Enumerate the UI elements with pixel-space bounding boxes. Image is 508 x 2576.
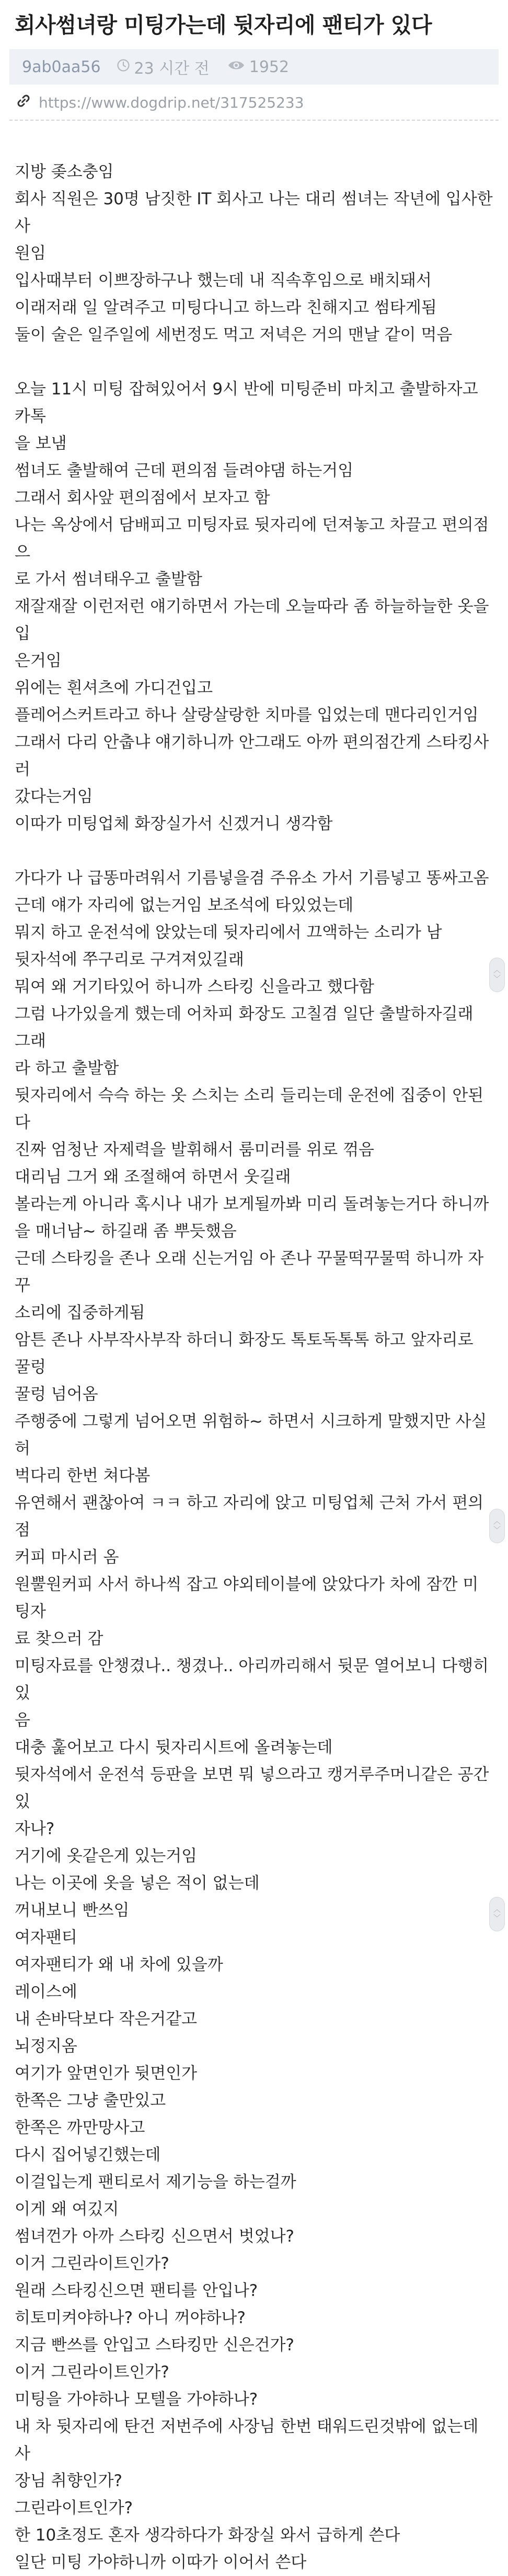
body-line: 다시 집어넣긴했는데 <box>15 2146 161 2164</box>
body-line: 여자팬티 <box>15 1928 77 1947</box>
post-body <box>0 121 508 2576</box>
post-views-count: 1952 <box>249 57 290 76</box>
body-line: 뒷자리에서 슥슥 하는 옷 스치는 소리 들리는데 운전에 집중이 안된다 <box>15 1086 484 1132</box>
body-line: 내 손바닥보다 작은거같고 <box>15 2010 198 2029</box>
body-line: 뒷자석에서 운전석 등판을 보면 뭐 넣으라고 캥거루주머니같은 공간 있 <box>15 1765 494 1811</box>
body-line: 라 하고 출발함 <box>15 1059 119 1078</box>
body-line: 근데 얘가 자리에 없는거임 보조석에 타있었는데 <box>15 896 354 915</box>
paragraph-gap <box>15 837 493 865</box>
body-line: 썸녀껀가 아까 스타킹 신으면서 벗었나? <box>15 2227 295 2246</box>
body-line: 위에는 흰셔츠에 가디건입고 <box>15 679 213 697</box>
body-line: 자나? <box>15 1820 55 1838</box>
body-line: 뭐여 왜 거기타있어 하니까 스타킹 신을라고 했다함 <box>15 977 374 996</box>
body-line: 벅다리 한번 쳐다봄 <box>15 1466 151 1485</box>
body-line: 입사때부터 이쁘장하구나 했는데 내 직속후임으로 배치돼서 <box>15 271 432 290</box>
body-line: 대리님 그거 왜 조절해여 하면서 웃길래 <box>15 1168 291 1186</box>
eye-icon <box>227 58 245 76</box>
body-line: 로 가서 썸녀태우고 출발함 <box>15 570 202 589</box>
body-line: 갔다는거임 <box>15 787 93 806</box>
body-line: 한쪽은 그냥 출만있고 <box>15 2091 166 2110</box>
body-line: 료 찾으러 감 <box>15 1629 103 1648</box>
post-meta-bar <box>9 49 499 85</box>
body-line: 거기에 옷같은게 있는거임 <box>15 1847 198 1866</box>
body-line: 볼라는게 아니라 혹시나 내가 보게될까봐 미리 돌려놓는거다 하니까 <box>15 1195 489 1214</box>
body-line: 음 <box>15 1711 30 1730</box>
body-line: 지방 좆소충임 <box>15 162 114 181</box>
body-line: 히토미켜야하나? 아니 꺼야하나? <box>15 2309 246 2327</box>
body-line: 둘이 술은 일주일에 세번정도 먹고 저녁은 거의 맨날 같이 먹음 <box>15 325 453 344</box>
body-line: 회사 직원은 30명 남짓한 IT 회사고 나는 대리 썸녀는 작년에 입사한 사 <box>15 190 498 236</box>
body-line: 유연해서 괜찮아여 ㅋㅋ 하고 자리에 앉고 미팅업체 근처 가서 편의점 <box>15 1494 484 1540</box>
post-title: 회사썸녀랑 미팅가는데 뒷자리에 팬티가 있다 <box>15 13 432 38</box>
body-line: 그래서 회사앞 편의점에서 보자고 함 <box>15 488 270 507</box>
body-line: 그럼 나가있을게 했는데 어차피 화장도 고칠겸 일단 출발하자길래 그래 <box>15 1005 479 1051</box>
body-line: 이따가 미팅업체 화장실가서 신겠거니 생각함 <box>15 814 333 833</box>
body-line: 원뿔원커피 사서 하나씩 잡고 야외테이블에 앉았다가 차에 잠깐 미팅자 <box>15 1575 479 1621</box>
body-line: 내 차 뒷자리에 탄건 저번주에 사장님 한번 태워드린것밖에 없는데 사 <box>15 2417 484 2463</box>
post-time <box>117 55 210 78</box>
post-time-text: 23 시간 전 <box>134 60 210 78</box>
body-line: 원래 스타킹신으면 팬티를 안입나? <box>15 2281 258 2300</box>
body-line: 나는 옥상에서 담배피고 미팅자료 뒷자리에 던져놓고 차끌고 편의점으 <box>15 516 489 562</box>
scroll-handle-icon[interactable]: ︿ ﹀ <box>489 1897 505 1931</box>
body-line: 재잘재잘 이런저런 얘기하면서 가는데 오늘따라 좀 하늘하늘한 옷을 입 <box>15 597 494 643</box>
source-url[interactable]: https://www.dogdrip.net/317525233 <box>39 94 304 111</box>
body-line: 을 보냄 <box>15 434 67 453</box>
body-line: 한쪽은 까만망사고 <box>15 2118 145 2137</box>
body-line: 진짜 엄청난 자제력을 발휘해서 룸미러를 위로 꺾음 <box>15 1140 374 1159</box>
source-link-row[interactable] <box>0 85 508 112</box>
scroll-handle-icon[interactable]: ︿ ﹀ <box>489 958 505 992</box>
body-line: 은거임 <box>15 651 62 670</box>
body-line: 이거 그린라이트인가? <box>15 2363 169 2382</box>
post-views <box>227 58 289 76</box>
body-line: 나는 이곳에 옷을 넣은 적이 없는데 <box>15 1874 260 1893</box>
body-line: 뇌정지옴 <box>15 2037 77 2056</box>
body-line: 미팅을 가야하나 모텔을 가야하나? <box>15 2390 258 2409</box>
paragraph-gap <box>15 348 493 376</box>
body-line: 오늘 11시 미팅 잡혀있어서 9시 반에 미팅준비 마치고 출발하자고 카톡 <box>15 380 483 426</box>
body-line: 지금 빤쓰를 안입고 스타킹만 신은건가? <box>15 2336 295 2354</box>
body-line: 꿀렁 넘어옴 <box>15 1385 98 1404</box>
link-icon <box>16 93 31 112</box>
body-line: 그린라이트인가? <box>15 2499 133 2517</box>
body-line: 암튼 존나 사부작사부작 하더니 화장도 톡토독톡톡 하고 앞자리로 꿀렁 <box>15 1331 479 1377</box>
body-line: 뭐지 하고 운전석에 앉았는데 뒷자리에서 끄액하는 소리가 남 <box>15 923 442 942</box>
body-line: 가다가 나 급똥마려워서 기름넣을겸 주유소 가서 기름넣고 똥싸고옴 <box>15 869 489 888</box>
body-line: 뒷자석에 쭈구리로 구겨져있길래 <box>15 950 244 969</box>
body-line: 플레어스커트라고 하나 살랑살랑한 치마를 입었는데 맨다리인거임 <box>15 706 479 725</box>
body-line: 썸녀도 출발해여 근데 편의점 들려야댐 하는거임 <box>15 461 354 480</box>
body-line: 근데 스타킹을 존나 오래 신는거임 아 존나 꾸물떡꾸물떡 하니까 자꾸 <box>15 1249 484 1295</box>
body-line: 한 10초정도 혼자 생각하다가 화장실 와서 급하게 쓴다 <box>15 2526 400 2545</box>
body-line: 주행중에 그렇게 넘어오면 위험하~ 하면서 시크하게 말했지만 사실 허 <box>15 1412 492 1458</box>
body-line: 여자팬티가 왜 내 차에 있을까 <box>15 1955 223 1974</box>
body-line: 장님 취향인가? <box>15 2472 122 2490</box>
body-line: 여기가 앞면인가 뒷면인가 <box>15 2064 198 2083</box>
body-line: 이래저래 일 알려주고 미팅다니고 하느라 친해지고 썸타게됨 <box>15 298 437 317</box>
body-line: 소리에 집중하게됨 <box>15 1303 145 1322</box>
scroll-handle-icon[interactable]: ︿ ﹀ <box>489 1509 505 1543</box>
body-line: 이거 그린라이트인가? <box>15 2254 169 2273</box>
body-line: 이걸입는게 팬티로서 제기능을 하는걸까 <box>15 2173 296 2192</box>
body-line: 꺼내보니 빤쓰임 <box>15 1901 130 1920</box>
body-line: 대충 훑어보고 다시 뒷자리시트에 올려놓는데 <box>15 1738 333 1757</box>
body-line: 일단 미팅 가야하니까 이따가 이어서 쓴다 <box>15 2553 307 2572</box>
body-line: 을 매너남~ 하길래 좀 뿌듯했음 <box>15 1222 237 1241</box>
body-line: 미팅자료를 안챙겼나.. 챙겼나.. 아리까리해서 뒷문 열어보니 다행히 있 <box>15 1657 494 1703</box>
author-name[interactable]: 9ab0aa56 <box>22 57 101 76</box>
body-line: 커피 마시러 옴 <box>15 1548 119 1567</box>
body-line: 원임 <box>15 244 46 263</box>
body-line: 이게 왜 여깄지 <box>15 2200 119 2219</box>
body-line: 레이스에 <box>15 1983 77 2001</box>
body-line: 그래서 다리 안춥냐 얘기하니까 안그래도 아까 편의점간게 스타킹사러 <box>15 733 489 779</box>
post-header <box>0 0 508 40</box>
clock-icon <box>117 58 130 76</box>
